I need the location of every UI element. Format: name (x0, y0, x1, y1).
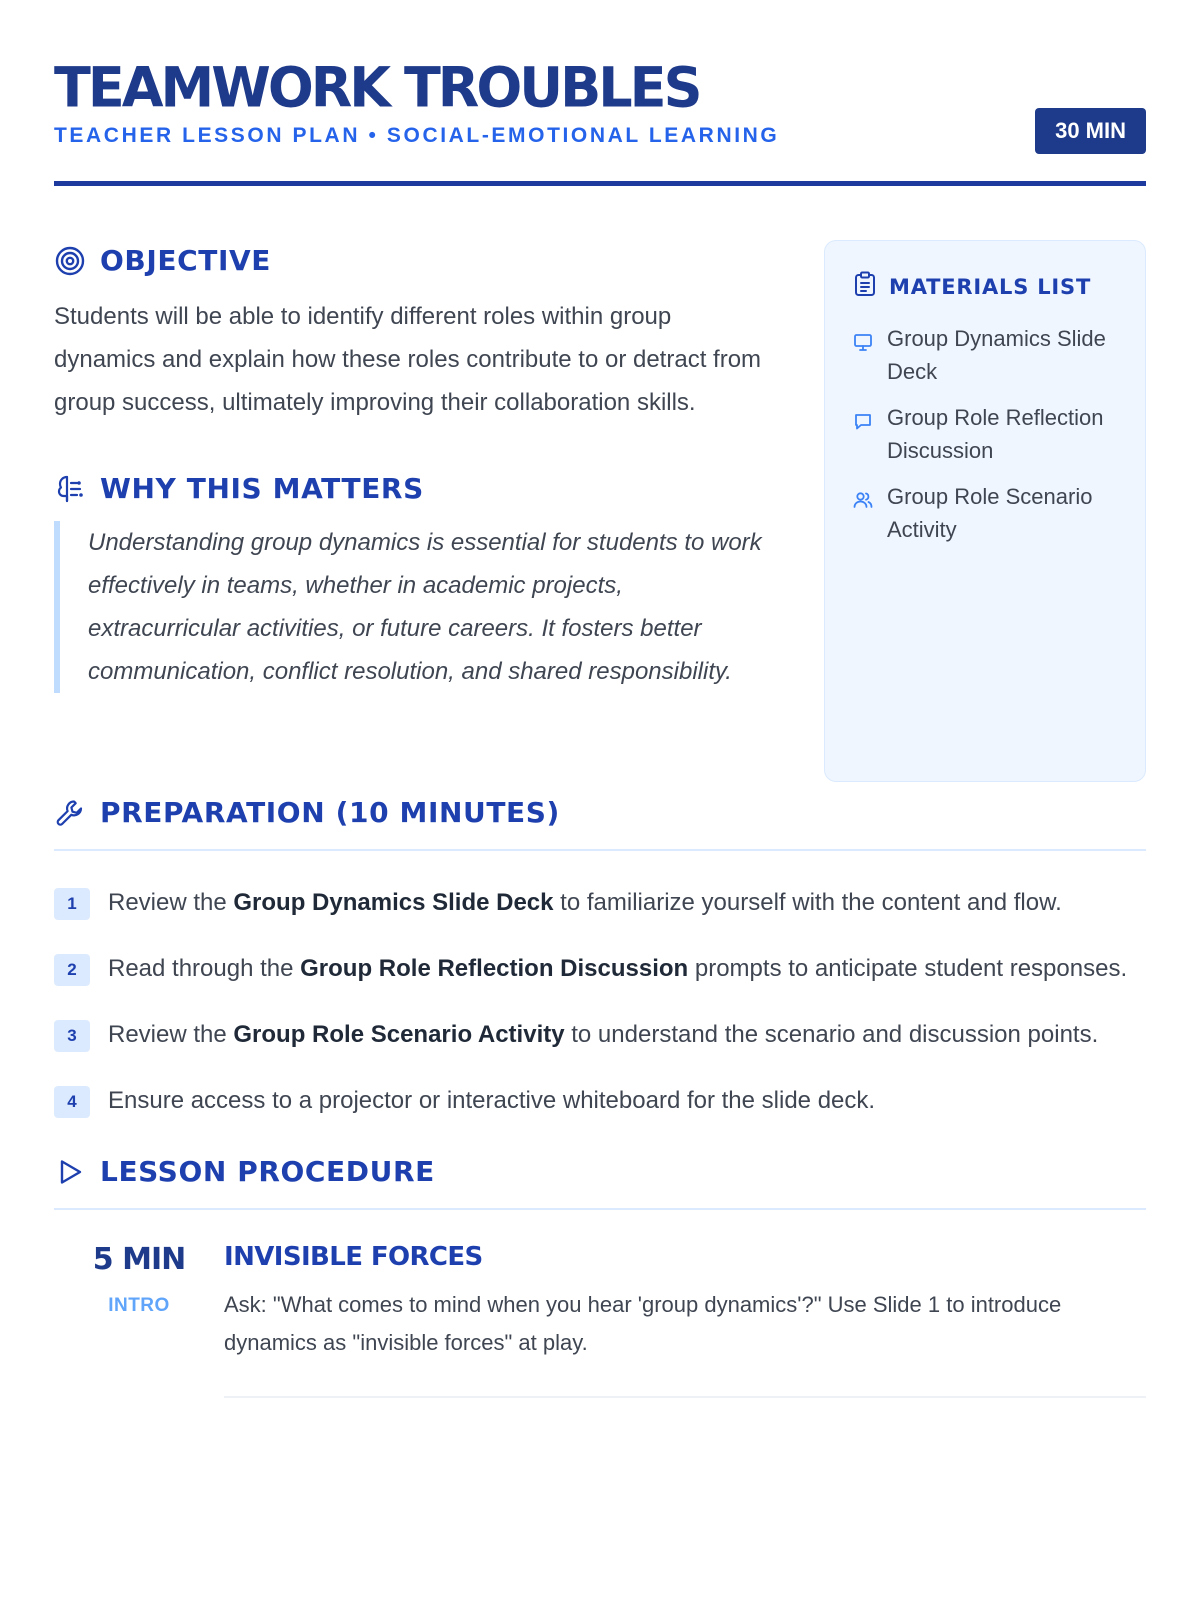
procedure-step-text: Ask: "What comes to mind when you hear 'group dynamics'?" Use Slide 1 to introduce dynamics as "invisible forces" at play. (224, 1292, 1062, 1355)
step-number: 2 (54, 954, 90, 986)
objective-heading (54, 244, 774, 277)
why-title: WHY THIS MATTERS (100, 472, 424, 505)
overview-left-column (54, 244, 774, 693)
materials-title: MATERIALS LIST (889, 274, 1092, 299)
preparation-section (54, 796, 1146, 1121)
preparation-step (54, 1081, 1146, 1121)
procedure-divider (224, 1396, 1146, 1398)
procedure-step-title: INVISIBLE FORCES (224, 1242, 483, 1272)
material-label: Group Role Scenario Activity (887, 484, 1093, 542)
wrench-icon (54, 797, 86, 829)
material-label: Group Dynamics Slide Deck (887, 326, 1106, 384)
preparation-steps (54, 883, 1146, 1121)
why-quote: Understanding group dynamics is essential for students to work effectively in teams, whether in academic projects, extracurricular activities, or future careers. It fosters better communication, conflict resolution, and shared responsibility. (54, 521, 774, 693)
step-number: 1 (54, 888, 90, 920)
step-text: Ensure access to a projector or interactive whiteboard for the slide deck. (108, 1087, 876, 1114)
preparation-heading (54, 796, 1146, 851)
clipboard-icon (853, 271, 877, 302)
material-label: Group Role Reflection Discussion (887, 405, 1104, 463)
preparation-step (54, 883, 1146, 923)
procedure-title: LESSON PROCEDURE (100, 1155, 435, 1188)
preparation-title: PREPARATION (10 MINUTES) (100, 796, 560, 829)
objective-title: OBJECTIVE (100, 244, 271, 277)
procedure-body (224, 1242, 1146, 1362)
why-heading (54, 472, 774, 505)
procedure-heading (54, 1155, 1146, 1210)
procedure-time (54, 1242, 224, 1362)
procedure-section (54, 1155, 1146, 1398)
page-subtitle: TEACHER LESSON PLAN • SOCIAL-EMOTIONAL LEARNING (54, 124, 780, 147)
chat-icon (853, 401, 875, 467)
material-item (853, 480, 1117, 546)
step-number: 4 (54, 1086, 90, 1118)
target-icon (54, 245, 86, 277)
procedure-duration: 5 MIN (92, 1242, 186, 1277)
material-item (853, 322, 1117, 388)
preparation-step (54, 1015, 1146, 1055)
overview-area (54, 186, 1146, 796)
brain-icon (54, 473, 86, 505)
header (54, 0, 1146, 186)
step-number: 3 (54, 1020, 90, 1052)
play-icon (54, 1156, 86, 1188)
objective-text: Students will be able to identify different roles within group dynamics and explain how these roles contribute to or detract from group success, ultimately improving their collaboration skills. (54, 303, 762, 416)
step-text: Review the Group Role Scenario Activity to understand the scenario and discussion points. (108, 1021, 1099, 1048)
monitor-icon (853, 322, 875, 388)
materials-heading (853, 271, 1117, 302)
duration-badge: 30 MIN (1035, 108, 1146, 154)
preparation-step (54, 949, 1146, 989)
procedure-phase: INTRO (108, 1295, 170, 1316)
step-text: Review the Group Dynamics Slide Deck to familiarize yourself with the content and flow. (108, 889, 1062, 916)
material-item (853, 401, 1117, 467)
step-text: Read through the Group Role Reflection Discussion prompts to anticipate student responses. (108, 955, 1128, 982)
materials-card (824, 240, 1146, 782)
materials-list (853, 322, 1117, 546)
page-title: TEAMWORK TROUBLES (54, 55, 700, 120)
procedure-step (54, 1242, 1146, 1362)
users-icon (853, 480, 875, 546)
